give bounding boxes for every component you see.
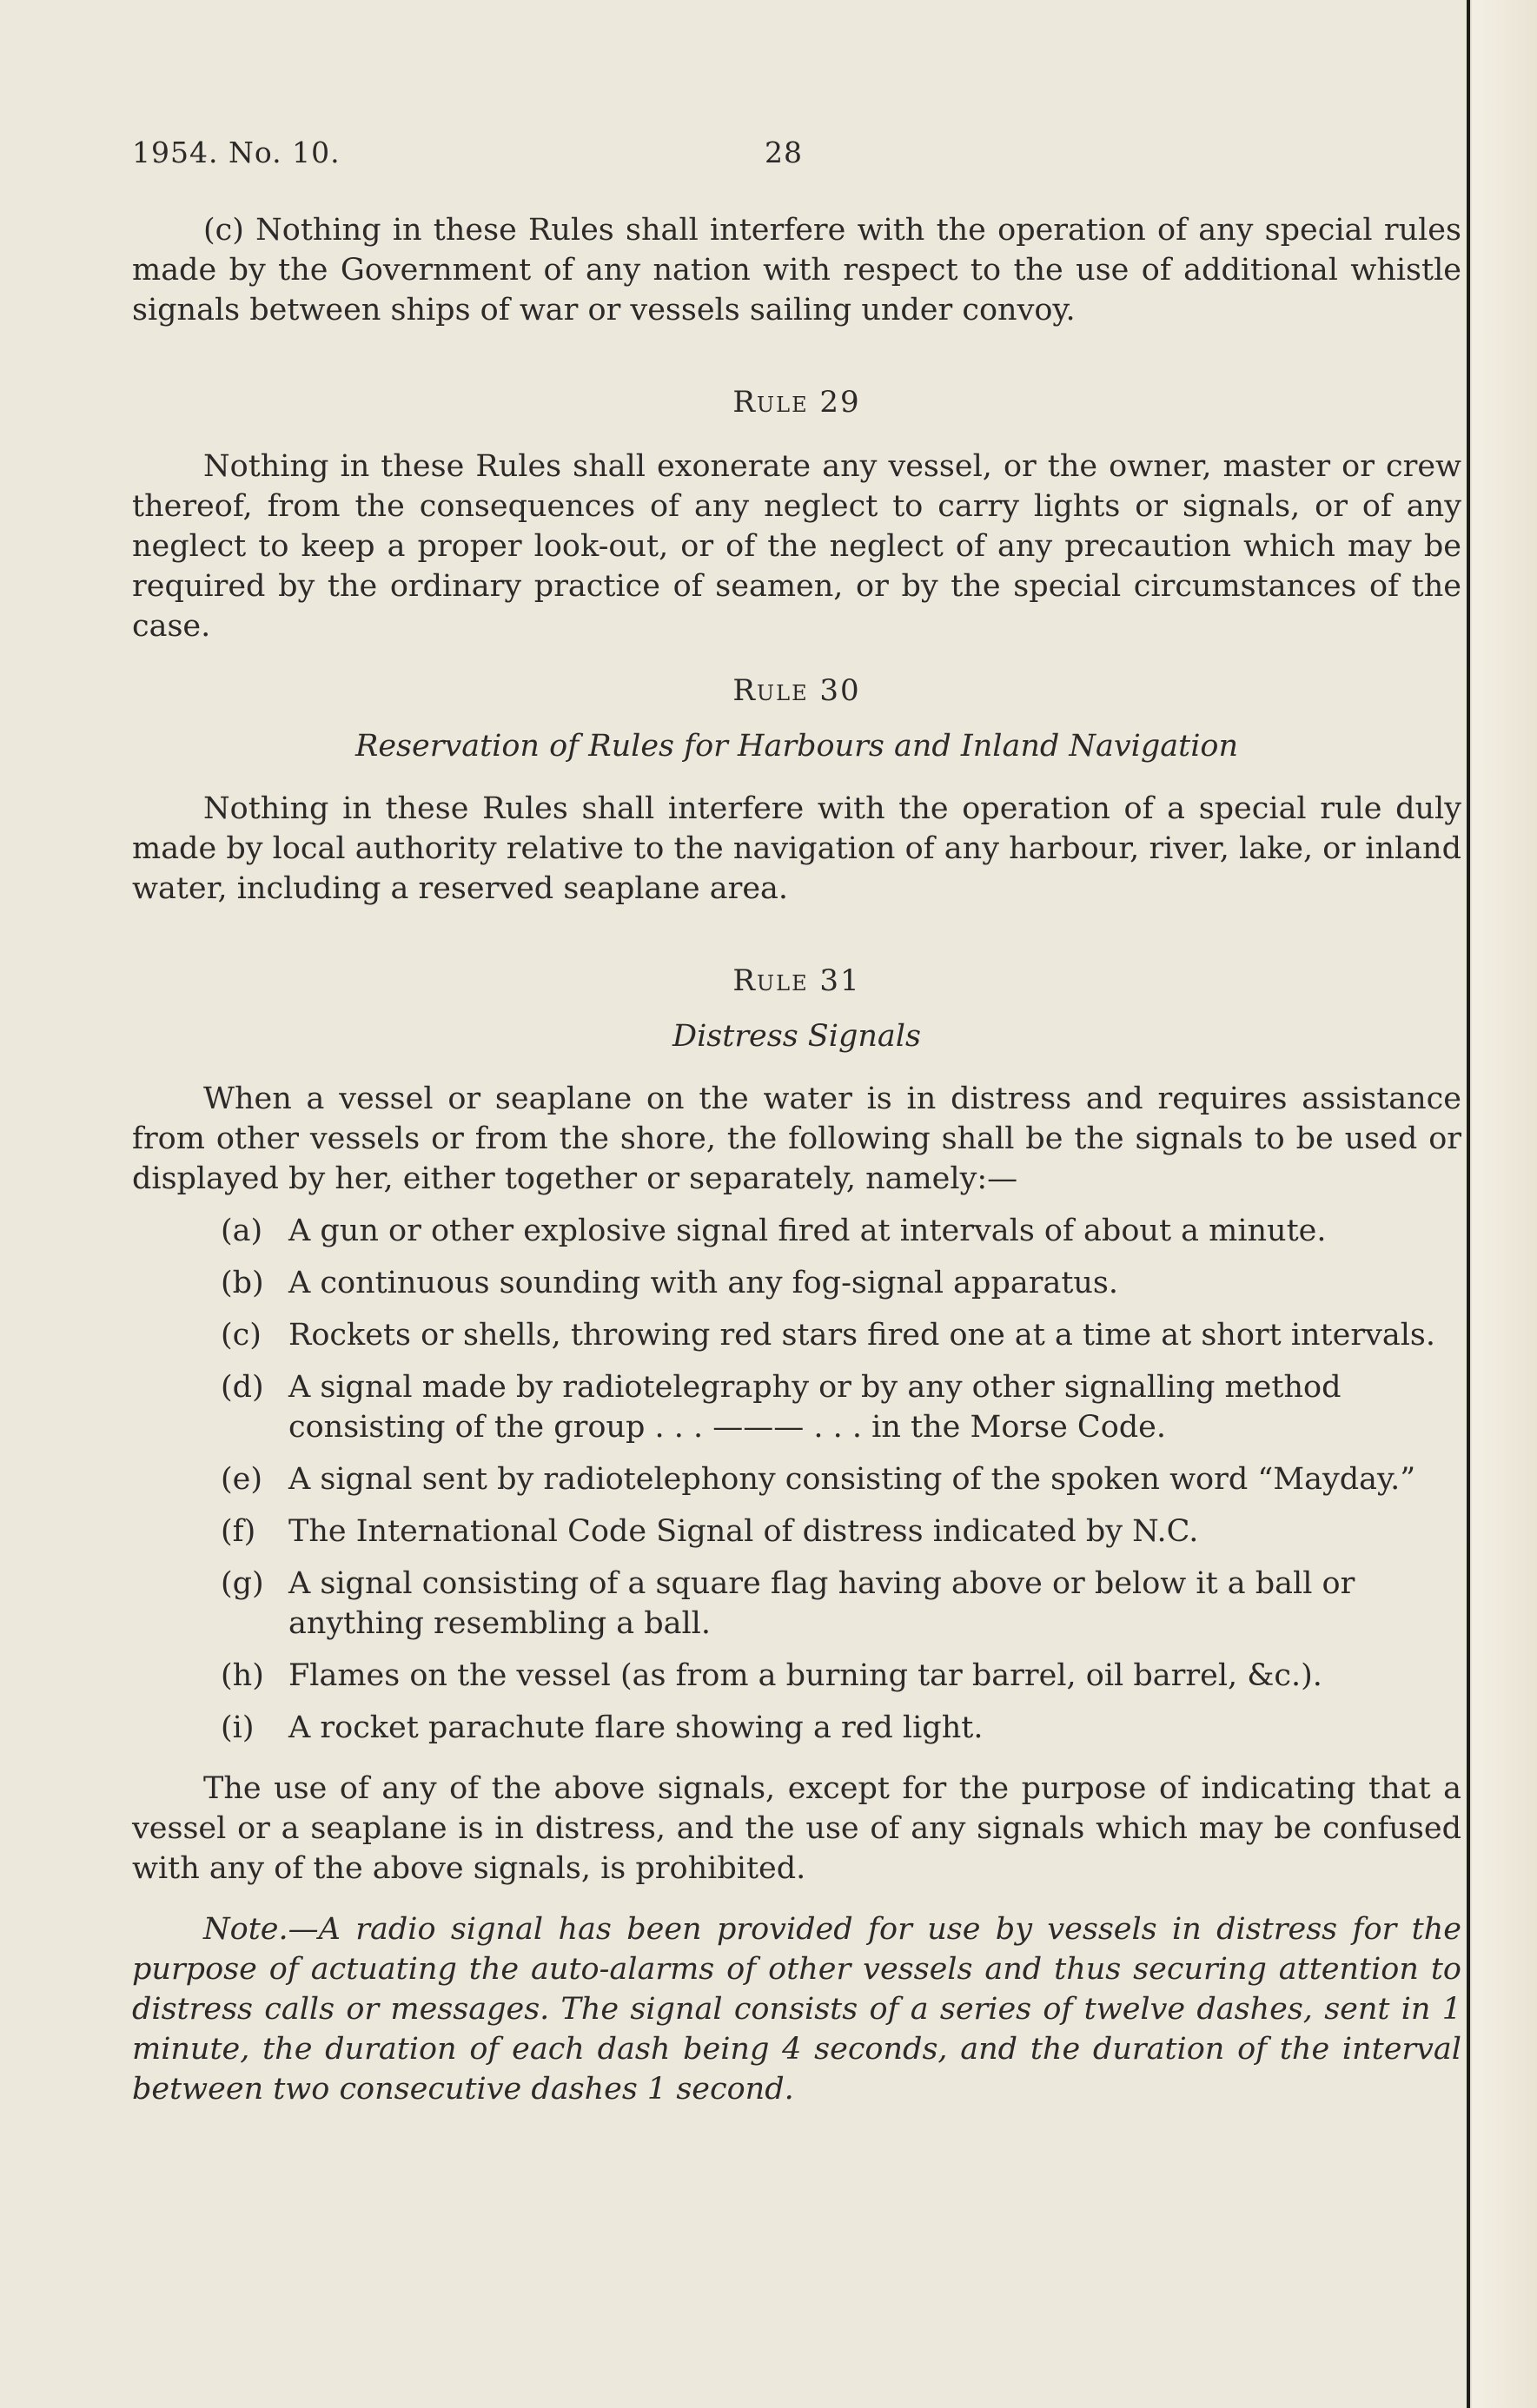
item-text: A signal made by radiotelegraphy or by any other signalling method consisting of the group . . . ——— . . . in the Morse Code. — [288, 1370, 1342, 1445]
distress-signal-item — [132, 1367, 1461, 1447]
rule-30-heading: Rule 30 — [732, 673, 861, 708]
item-text: A continuous sounding with any fog-signal apparatus. — [288, 1266, 1119, 1300]
page-number: 28 — [765, 136, 803, 169]
distress-signal-item — [132, 1211, 1461, 1251]
distress-signal-item — [132, 1459, 1461, 1499]
rule-28-c-paragraph: (c) Nothing in these Rules shall interfere with the operation of any special rules made by the Government of any nation with respect to the use of additional whistle signals between ships of war or vessels sailing under convoy. — [132, 213, 1461, 327]
item-marker: (a) — [221, 1214, 263, 1248]
gutter-edge — [1467, 0, 1470, 2408]
rule-31-heading: Rule 31 — [732, 963, 861, 998]
page-body — [132, 130, 1461, 2109]
item-marker: (b) — [221, 1266, 264, 1300]
rule-31-note: Note.—A radio signal has been provided for use by vessels in distress for the purpose of actuating the auto-alarms of other vessels and thus securing attention to distress calls or messages. The signal consists of a series of twelve dashes, sent in 1 minute, the duration of each dash being 4 seconds, and the duration of the interval between two consecutive dashes 1 second. — [132, 1912, 1461, 2107]
item-text: A signal consisting of a square flag having above or below it a ball or anything resembling a ball. — [288, 1566, 1355, 1641]
item-text: The International Code Signal of distress indicated by N.C. — [288, 1514, 1199, 1549]
rule-29-paragraph: Nothing in these Rules shall exonerate any vessel, or the owner, master or crew thereof, from the consequences of any neglect to carry lights or signals, or of any neglect to keep a proper look-out, or of the neglect of any precaution which may be required by the ordinary practice of seamen, or by the special circumstances of the case. — [132, 449, 1461, 644]
item-text: A rocket parachute flare showing a red light. — [288, 1710, 984, 1745]
item-text: A gun or other explosive signal fired at intervals of about a minute. — [288, 1214, 1327, 1248]
distress-signal-item — [132, 1263, 1461, 1303]
item-marker: (d) — [221, 1370, 264, 1405]
item-marker: (h) — [221, 1658, 264, 1693]
distress-signal-item — [132, 1564, 1461, 1644]
book-gutter — [1468, 0, 1537, 2408]
item-text: A signal sent by radiotelephony consisting of the spoken word “Mayday.” — [288, 1462, 1416, 1497]
item-marker: (i) — [221, 1710, 255, 1745]
distress-signal-item — [132, 1315, 1461, 1355]
item-marker: (f) — [221, 1514, 256, 1549]
header-year-number: 1954. No. 10. — [132, 136, 341, 169]
item-marker: (e) — [221, 1462, 263, 1497]
item-marker: (g) — [221, 1566, 264, 1601]
distress-signal-item — [132, 1512, 1461, 1551]
rule-29-heading: Rule 29 — [732, 385, 861, 420]
item-text: Rockets or shells, throwing red stars fired one at a time at short intervals. — [288, 1318, 1435, 1353]
distress-signal-item — [132, 1708, 1461, 1748]
rule-30-subheading: Reservation of Rules for Harbours and Inland Navigation — [354, 729, 1239, 764]
rule-31-closing: The use of any of the above signals, except for the purpose of indicating that a vessel or a seaplane is in distress, and the use of any signals which may be confused with any of the above signals, is prohibited. — [132, 1771, 1461, 1886]
item-text: Flames on the vessel (as from a burning tar barrel, oil barrel, &c.). — [288, 1658, 1322, 1693]
rule-31-subheading: Distress Signals — [672, 1019, 921, 1054]
distress-signal-item — [132, 1656, 1461, 1696]
item-marker: (c) — [221, 1318, 262, 1353]
rule-31-intro: When a vessel or seaplane on the water is in distress and requires assistance from other vessels or from the shore, the following shall be the signals to be used or displayed by her, either together or separately, namely:— — [132, 1082, 1461, 1196]
rule-30-paragraph: Nothing in these Rules shall interfere with the operation of a special rule duly made by local authority relative to the navigation of any harbour, river, lake, or inland water, including a reserved seaplane area. — [132, 791, 1461, 906]
